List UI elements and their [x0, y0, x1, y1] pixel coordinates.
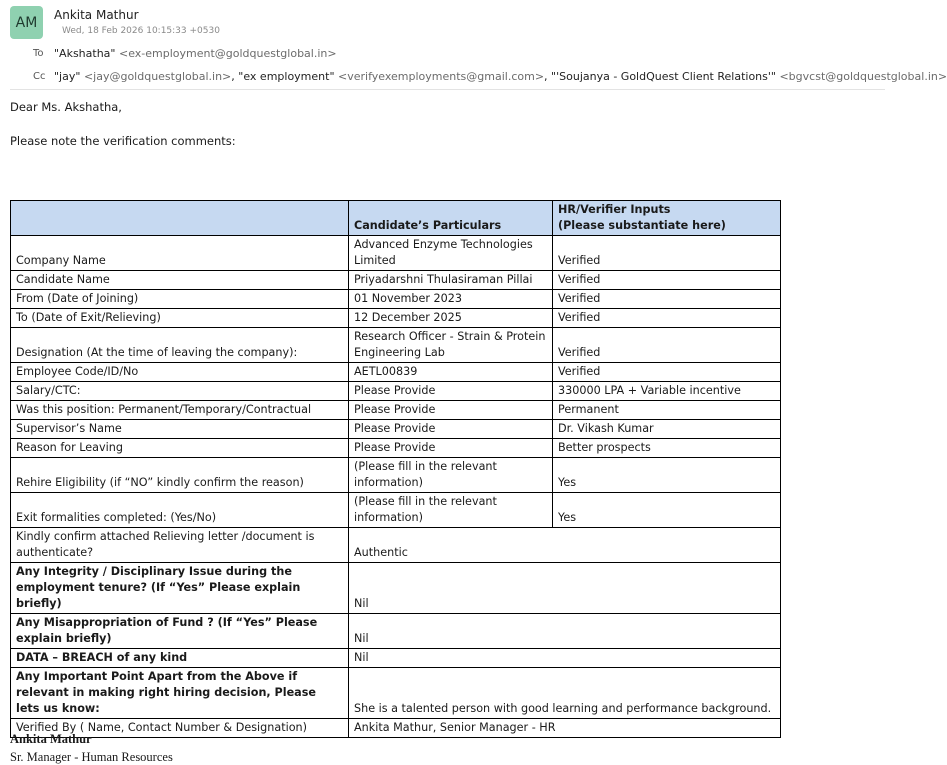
- email-header: [0, 0, 947, 90]
- cc-recipient[interactable]: [551, 70, 947, 83]
- table-row: [11, 563, 781, 614]
- row-label: Company Name: [11, 236, 349, 271]
- row-hr-input: Better prospects: [553, 439, 781, 458]
- cc-recipients: [54, 70, 947, 83]
- row-hr-input: Verified: [553, 309, 781, 328]
- row-label: Any Misappropriation of Fund ? (If “Yes” Please explain briefly): [11, 614, 349, 649]
- row-particular: (Please fill in the relevant information): [349, 458, 553, 493]
- table-row: [11, 328, 781, 363]
- header-hr-line1: HR/Verifier Inputs: [558, 203, 671, 216]
- cc-recipient-name: "jay": [54, 70, 81, 83]
- row-label: Employee Code/ID/No: [11, 363, 349, 382]
- row-label: Any Integrity / Disciplinary Issue during the employment tenure? (If “Yes” Please explain briefly): [11, 563, 349, 614]
- table-row: [11, 528, 781, 563]
- row-label: Any Important Point Apart from the Above if relevant in making right hiring decision, Please lets us know:: [11, 668, 349, 719]
- table-row: [11, 382, 781, 401]
- table-row: [11, 668, 781, 719]
- row-hr-input: Verified: [553, 236, 781, 271]
- row-particular: Please Provide: [349, 420, 553, 439]
- cc-label: Cc: [33, 71, 46, 82]
- row-label: Designation (At the time of leaving the company):: [11, 328, 349, 363]
- cc-recipient-address: <bgvcst@goldquestglobal.in>: [779, 70, 947, 83]
- row-particular: Please Provide: [349, 382, 553, 401]
- row-particular: Please Provide: [349, 439, 553, 458]
- row-label: Candidate Name: [11, 271, 349, 290]
- row-hr-input: Dr. Vikash Kumar: [553, 420, 781, 439]
- table-row: [11, 271, 781, 290]
- sender-name[interactable]: Ankita Mathur: [54, 8, 139, 22]
- cc-separator: ,: [231, 70, 239, 83]
- row-value: Ankita Mathur, Senior Manager - HR: [349, 719, 781, 738]
- row-hr-input: Verified: [553, 363, 781, 382]
- table-row: [11, 649, 781, 668]
- to-recipient[interactable]: [54, 47, 337, 60]
- cc-recipient-address: <verifyexemployments@gmail.com>: [338, 70, 545, 83]
- table-row: [11, 236, 781, 271]
- header-hr-line2: (Please substantiate here): [558, 219, 726, 232]
- table-row: [11, 614, 781, 649]
- row-label: To (Date of Exit/Relieving): [11, 309, 349, 328]
- header-particulars: Candidate’s Particulars: [349, 201, 553, 236]
- row-hr-input: Verified: [553, 328, 781, 363]
- row-particular: (Please fill in the relevant information): [349, 493, 553, 528]
- verification-table: [10, 200, 781, 738]
- header-blank: [11, 201, 349, 236]
- table-row: [11, 290, 781, 309]
- header-divider: [10, 89, 885, 90]
- cc-recipient-name: "ex employment": [238, 70, 335, 83]
- row-particular: Research Officer - Strain & Protein Engineering Lab: [349, 328, 553, 363]
- table-row: [11, 458, 781, 493]
- to-label: To: [33, 48, 44, 59]
- table-row: [11, 363, 781, 382]
- table-row: [11, 493, 781, 528]
- row-label: DATA – BREACH of any kind: [11, 649, 349, 668]
- row-hr-input: Verified: [553, 290, 781, 309]
- signature-title: Sr. Manager - Human Resources: [10, 750, 173, 764]
- row-particular: Advanced Enzyme Technologies Limited: [349, 236, 553, 271]
- row-hr-input: 330000 LPA + Variable incentive: [553, 382, 781, 401]
- sender-avatar[interactable]: AM: [10, 6, 43, 39]
- row-label: Was this position: Permanent/Temporary/Contractual: [11, 401, 349, 420]
- row-particular: AETL00839: [349, 363, 553, 382]
- intro-text: Please note the verification comments:: [10, 134, 236, 148]
- row-label: Rehire Eligibility (if “NO” kindly confirm the reason): [11, 458, 349, 493]
- signature-name: Ankita Mathur: [10, 732, 92, 746]
- row-label: From (Date of Joining): [11, 290, 349, 309]
- row-particular: 01 November 2023: [349, 290, 553, 309]
- row-value: She is a talented person with good learning and performance background.: [349, 668, 781, 719]
- row-hr-input: Verified: [553, 271, 781, 290]
- cc-recipient-address: <jay@goldquestglobal.in>: [83, 70, 232, 83]
- row-hr-input: Yes: [553, 493, 781, 528]
- row-label: Reason for Leaving: [11, 439, 349, 458]
- table-row: [11, 401, 781, 420]
- row-label: Salary/CTC:: [11, 382, 349, 401]
- row-hr-input: Permanent: [553, 401, 781, 420]
- row-particular: Priyadarshni Thulasiraman Pillai: [349, 271, 553, 290]
- row-label: Supervisor’s Name: [11, 420, 349, 439]
- table-row: [11, 420, 781, 439]
- table-row: [11, 309, 781, 328]
- header-hr-inputs: [553, 201, 781, 236]
- to-recipient-address: <ex-employment@goldquestglobal.in>: [118, 47, 337, 60]
- cc-recipient[interactable]: [54, 70, 231, 83]
- row-particular: Please Provide: [349, 401, 553, 420]
- row-value: Nil: [349, 649, 781, 668]
- cc-separator: ,: [544, 70, 552, 83]
- row-particular: 12 December 2025: [349, 309, 553, 328]
- row-label: Verified By ( Name, Contact Number & Designation): [11, 719, 349, 738]
- table-row: [11, 719, 781, 738]
- row-label: Kindly confirm attached Relieving letter /document is authenticate?: [11, 528, 349, 563]
- cc-recipient-name: "'Soujanya - GoldQuest Client Relations'": [551, 70, 776, 83]
- greeting: Dear Ms. Akshatha,: [10, 100, 122, 114]
- row-value: Authentic: [349, 528, 781, 563]
- row-value: Nil: [349, 563, 781, 614]
- row-value: Nil: [349, 614, 781, 649]
- table-header-row: [11, 201, 781, 236]
- row-hr-input: Yes: [553, 458, 781, 493]
- table-row: [11, 439, 781, 458]
- sent-date: Wed, 18 Feb 2026 10:15:33 +0530: [62, 26, 220, 36]
- to-recipient-name: "Akshatha": [54, 47, 116, 60]
- cc-recipient[interactable]: [238, 70, 544, 83]
- row-label: Exit formalities completed: (Yes/No): [11, 493, 349, 528]
